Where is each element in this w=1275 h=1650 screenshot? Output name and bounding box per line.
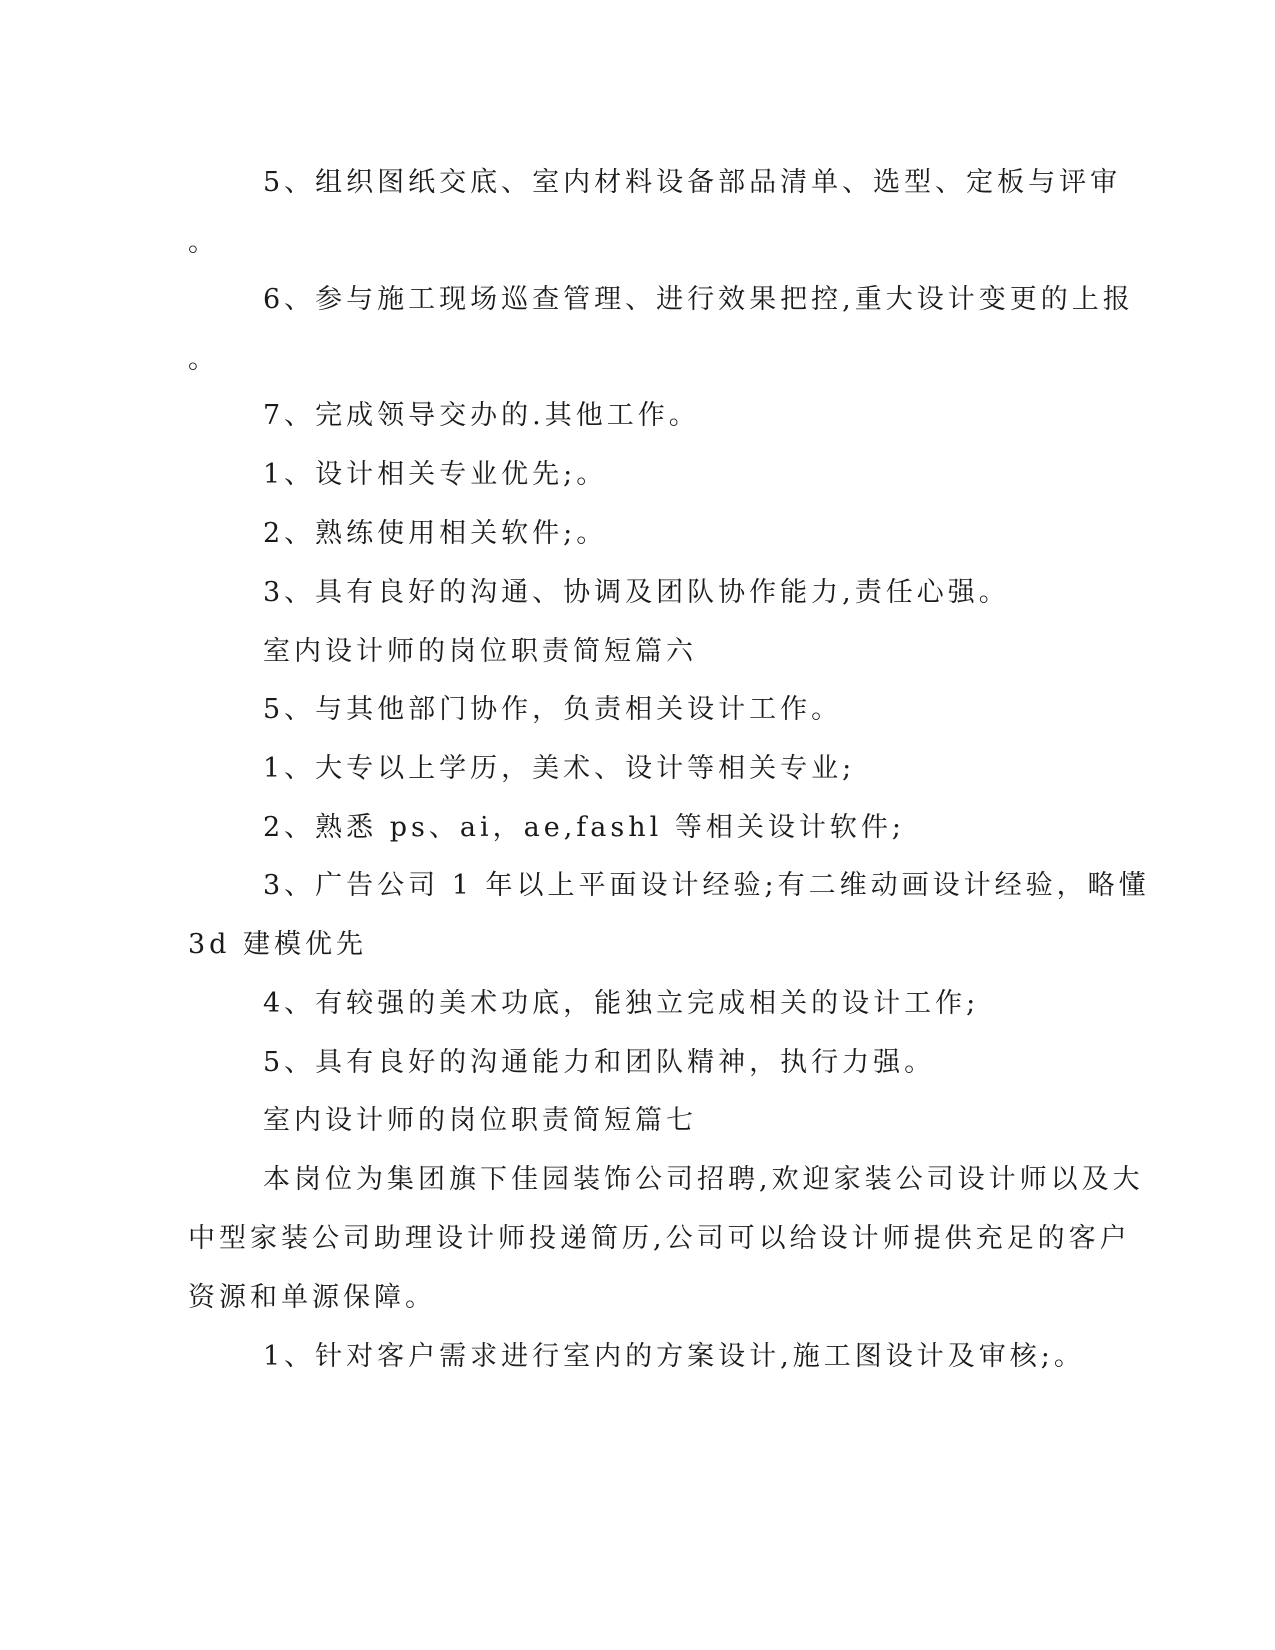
paragraph-line: 中型家装公司助理设计师投递简历,公司可以给设计师提供充足的客户: [188, 1223, 1131, 1254]
paragraph-line: 。: [188, 227, 219, 258]
paragraph-line: 3、广告公司 1 年以上平面设计经验;有二维动画设计经验，略懂: [263, 870, 1150, 901]
paragraph-line: 5、具有良好的沟通能力和团队精神，执行力强。: [263, 1047, 936, 1078]
paragraph-line: 资源和单源保障。: [188, 1282, 436, 1313]
paragraph-line: 6、参与施工现场巡查管理、进行效果把控,重大设计变更的上报: [263, 284, 1134, 315]
paragraph-line: 7、完成领导交办的.其他工作。: [263, 400, 700, 431]
paragraph-line: 1、设计相关专业优先;。: [263, 459, 608, 490]
section-heading: 室内设计师的岗位职责简短篇七: [263, 1105, 697, 1136]
paragraph-line: 4、有较强的美术功底，能独立完成相关的设计工作;: [263, 988, 980, 1019]
paragraph-line: 5、与其他部门协作，负责相关设计工作。: [263, 694, 843, 725]
paragraph-line: 3、具有良好的沟通、协调及团队协作能力,责任心强。: [263, 577, 1010, 608]
paragraph-line: 本岗位为集团旗下佳园装饰公司招聘,欢迎家装公司设计师以及大: [263, 1164, 1144, 1195]
paragraph-line: 1、针对客户需求进行室内的方案设计,施工图设计及审核;。: [263, 1341, 1085, 1372]
paragraph-line: 。: [188, 344, 219, 375]
paragraph-line: 2、熟练使用相关软件;。: [263, 518, 608, 549]
paragraph-line: 5、组织图纸交底、室内材料设备部品清单、选型、定板与评审: [263, 167, 1122, 198]
paragraph-line: 1、大专以上学历，美术、设计等相关专业;: [263, 753, 856, 784]
paragraph-line: 2、熟悉 ps、ai，ae,fashl 等相关设计软件;: [263, 812, 905, 843]
paragraph-line: 3d 建模优先: [188, 929, 368, 960]
section-heading: 室内设计师的岗位职责简短篇六: [263, 636, 697, 667]
